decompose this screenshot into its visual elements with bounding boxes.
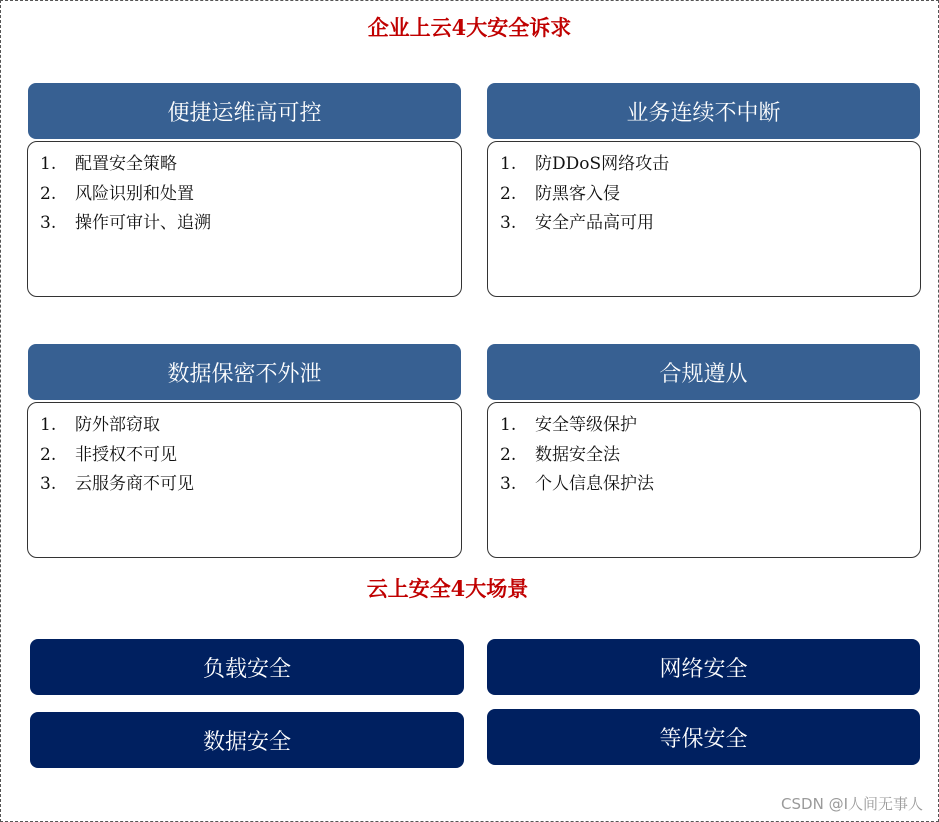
card-header-compliance: 合规遵从 bbox=[487, 344, 920, 400]
card-body-data-privacy bbox=[27, 402, 462, 558]
card-header-continuity: 业务连续不中断 bbox=[487, 83, 920, 139]
list-item: 3. 操作可审计、追溯 bbox=[40, 213, 211, 233]
card-body-ops bbox=[27, 141, 462, 297]
list-item: 2. 风险识别和处置 bbox=[40, 183, 194, 204]
diagram-title: 企业上云4大安全诉求 bbox=[367, 15, 572, 40]
list-item: 1. 配置安全策略 bbox=[40, 154, 177, 174]
list-item: 1. 安全等级保护 bbox=[500, 415, 637, 435]
list-item: 1. 防外部窃取 bbox=[40, 415, 160, 435]
scene-compliance-security: 等保安全 bbox=[487, 709, 920, 765]
card-header-ops: 便捷运维高可控 bbox=[28, 83, 461, 139]
list-item: 2. 非授权不可见 bbox=[40, 444, 177, 465]
scenes-title: 云上安全4大场景 bbox=[366, 576, 529, 601]
card-body-continuity bbox=[487, 141, 921, 297]
list-item: 3. 云服务商不可见 bbox=[40, 474, 194, 494]
card-body-compliance bbox=[487, 402, 921, 558]
watermark: CSDN @I人间无事人 bbox=[781, 795, 923, 813]
list-item: 2. 数据安全法 bbox=[500, 444, 620, 465]
list-item: 1. 防DDoS网络攻击 bbox=[500, 154, 670, 174]
scene-workload-security: 负载安全 bbox=[30, 639, 464, 695]
scene-data-security: 数据安全 bbox=[30, 712, 464, 768]
list-item: 3. 安全产品高可用 bbox=[500, 213, 654, 233]
scene-network-security: 网络安全 bbox=[487, 639, 920, 695]
list-item: 3. 个人信息保护法 bbox=[500, 474, 654, 494]
list-item: 2. 防黑客入侵 bbox=[500, 183, 620, 204]
card-header-data-privacy: 数据保密不外泄 bbox=[28, 344, 461, 400]
